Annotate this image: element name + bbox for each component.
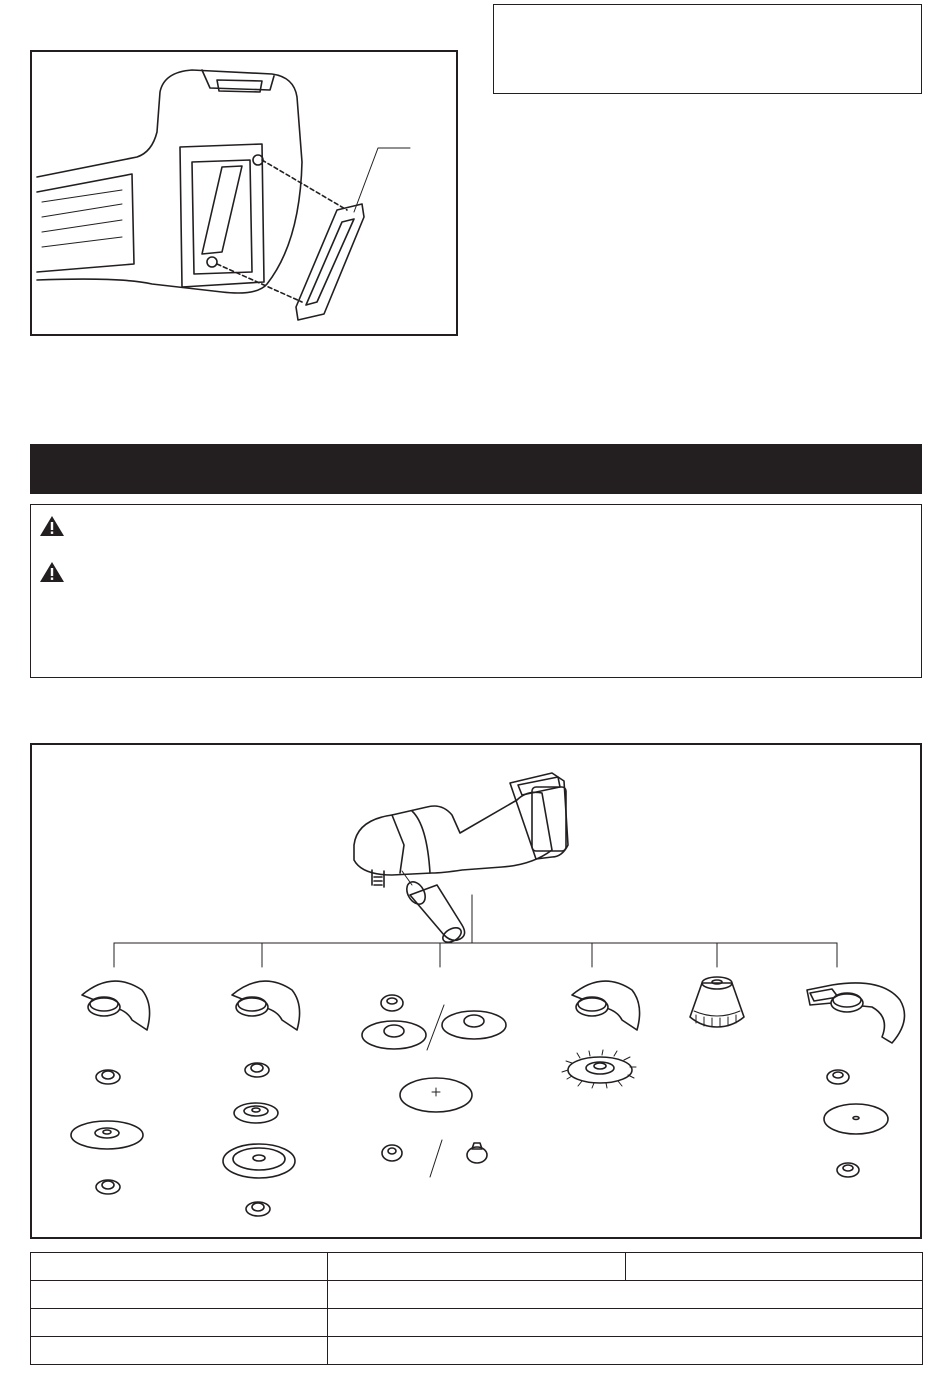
section-header-bar [30, 444, 922, 494]
wire-wheel-icon [562, 1050, 636, 1088]
note-box [493, 4, 922, 94]
accessory-set-4 [562, 981, 640, 1088]
accessory-set-6 [807, 983, 905, 1177]
grip-attachment-figure [30, 50, 458, 336]
warning-triangle-icon [39, 515, 65, 537]
table-cell [31, 1337, 328, 1365]
table-cell [626, 1253, 923, 1281]
accessory-combination-figure [30, 743, 922, 1239]
accessory-combination-diagram [32, 745, 920, 1237]
table-row [31, 1309, 923, 1337]
table-cell [31, 1309, 328, 1337]
warning-triangle-icon [39, 561, 65, 583]
spec-table [30, 1252, 923, 1365]
grip-attachment-illustration [32, 52, 456, 334]
table-row [31, 1337, 923, 1365]
accessory-set-1 [71, 981, 150, 1194]
accessory-set-3 [362, 995, 506, 1177]
accessory-set-5 [690, 977, 744, 1027]
accessory-set-2 [223, 981, 300, 1216]
connector-lines [114, 895, 837, 967]
table-cell [328, 1253, 626, 1281]
angle-grinder-illustration [354, 773, 568, 945]
table-cell [328, 1309, 923, 1337]
table-cell [31, 1281, 328, 1309]
table-row [31, 1253, 923, 1281]
table-cell [328, 1337, 923, 1365]
table-cell [31, 1253, 328, 1281]
table-row [31, 1281, 923, 1309]
table-cell [328, 1281, 923, 1309]
warning-box [30, 504, 922, 678]
